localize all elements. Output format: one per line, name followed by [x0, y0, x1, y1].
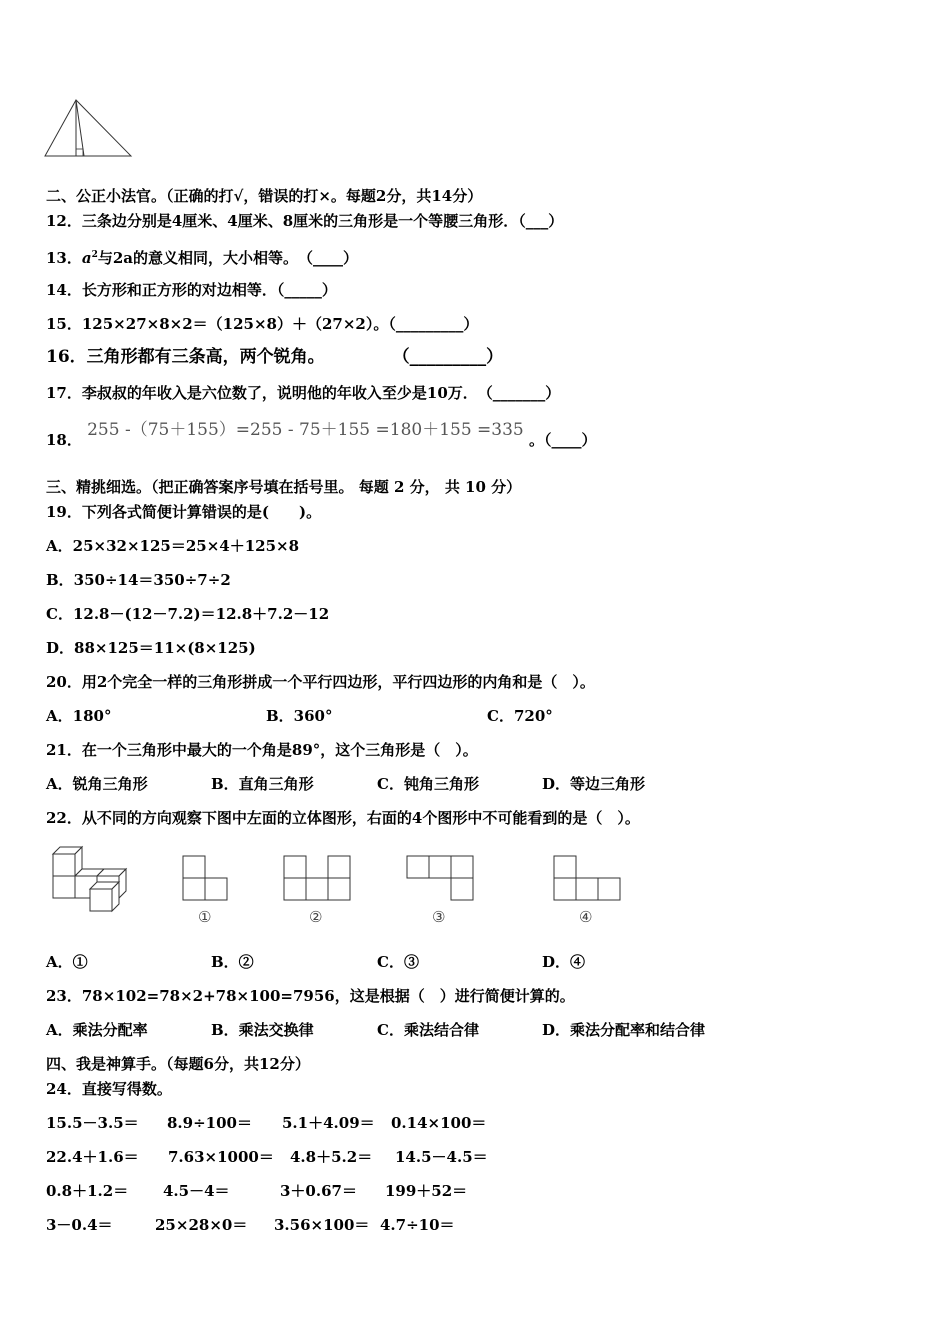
calc-item: 25×28×0＝ — [155, 1216, 248, 1234]
question-13-var: a — [81, 249, 92, 267]
calc-item: 0.14×100＝ — [391, 1114, 487, 1132]
calc-item: 199＋52＝ — [385, 1182, 468, 1200]
calc-item: 3－0.4＝ — [46, 1216, 113, 1234]
question-15: 15．125×27×8×2＝（125×8）＋（27×2）。（_________） — [46, 315, 479, 333]
calc-item: 4.8＋5.2＝ — [290, 1148, 373, 1166]
calc-item: 15.5－3.5＝ — [46, 1114, 139, 1132]
question-18 — [46, 420, 597, 449]
question-22-option-c: C．③ — [377, 953, 419, 971]
question-23-option-b: B．乘法交换律 — [211, 1021, 314, 1039]
question-18-num: 18． — [46, 431, 82, 449]
section-4-title: 四、我是神算手。（每题6分，共12分） — [46, 1055, 310, 1073]
calc-item: 0.8＋1.2＝ — [46, 1182, 129, 1200]
question-23-option-c: C．乘法结合律 — [377, 1021, 479, 1039]
question-13-rest: 与2a的意义相同，大小相等。 （____） — [97, 249, 359, 267]
question-19-option-b: B．350÷14＝350÷7÷2 — [46, 571, 231, 589]
question-18-expression: 255 -（75＋155）=255 - 75＋155 =180＋155 =335 — [87, 420, 524, 440]
calc-item: 4.7÷10＝ — [380, 1216, 455, 1234]
view-figure-4 — [553, 855, 623, 903]
calc-item: 3.56×100＝ — [274, 1216, 370, 1234]
question-20: 20．用2个完全一样的三角形拼成一个平行四边形，平行四边形的内角和是（ ）。 — [46, 673, 595, 691]
question-13-num: 13． — [46, 249, 82, 267]
question-24: 24．直接写得数。 — [46, 1080, 172, 1098]
question-23-option-d: D．乘法分配率和结合律 — [542, 1021, 706, 1039]
question-22-option-b: B．② — [211, 953, 254, 971]
question-20-option-b: B．360° — [266, 707, 333, 725]
question-18-blank: 。（____） — [528, 431, 597, 449]
calc-item: 3＋0.67＝ — [280, 1182, 357, 1200]
view-label-1: ① — [198, 908, 212, 926]
question-20-option-c: C．720° — [487, 707, 553, 725]
question-22-option-a: A．① — [46, 953, 88, 971]
section-3-title: 三、精挑细选。（把正确答案序号填在括号里。 每题 2 分， 共 10 分） — [46, 478, 522, 496]
question-21-option-c: C．钝角三角形 — [377, 775, 479, 793]
calc-item: 22.4＋1.6＝ — [46, 1148, 139, 1166]
view-label-4: ④ — [579, 908, 593, 926]
question-22: 22．从不同的方向观察下图中左面的立体图形，右面的4个图形中不可能看到的是（ ）。 — [46, 809, 640, 827]
question-23-option-a: A．乘法分配率 — [46, 1021, 148, 1039]
question-16: 16．三角形都有三条高，两个锐角。 （_________） — [46, 347, 504, 367]
triangle-figure — [44, 98, 134, 158]
calc-item: 7.63×1000＝ — [168, 1148, 274, 1166]
calc-item: 4.5－4＝ — [163, 1182, 230, 1200]
question-20-option-a: A．180° — [46, 707, 112, 725]
question-21-option-a: A．锐角三角形 — [46, 775, 148, 793]
question-17: 17．李叔叔的年收入是六位数了，说明他的年收入至少是10万． （_______） — [46, 384, 561, 402]
section-2-title: 二、公正小法官。（正确的打√，错误的打×。每题2分，共14分） — [46, 187, 483, 205]
view-figure-2 — [283, 855, 353, 903]
question-19-option-c: C．12.8－(12－7.2)＝12.8＋7.2－12 — [46, 605, 330, 623]
cube-solid-figure — [52, 845, 132, 915]
question-14: 14．长方形和正方形的对边相等．（_____） — [46, 281, 337, 299]
question-19-option-d: D．88×125＝11×(8×125) — [46, 639, 256, 657]
view-label-2: ② — [309, 908, 323, 926]
question-21: 21．在一个三角形中最大的一个角是89°，这个三角形是（ ）。 — [46, 741, 478, 759]
question-12: 12．三条边分别是4厘米、4厘米、8厘米的三角形是一个等腰三角形．（___） — [46, 212, 564, 230]
view-label-3: ③ — [432, 908, 446, 926]
question-22-option-d: D．④ — [542, 953, 586, 971]
question-21-option-d: D．等边三角形 — [542, 775, 646, 793]
question-13-exponent: 2 — [91, 250, 98, 260]
question-13 — [46, 245, 358, 268]
question-19-option-a: A．25×32×125＝25×4＋125×8 — [46, 537, 300, 555]
question-19: 19．下列各式简便计算错误的是( )。 — [46, 503, 322, 521]
calc-item: 5.1＋4.09＝ — [282, 1114, 375, 1132]
question-23: 23．78×102=78×2+78×100=7956，这是根据（ ）进行简便计算的。 — [46, 987, 575, 1005]
question-21-option-b: B．直角三角形 — [211, 775, 314, 793]
view-figure-1 — [182, 855, 230, 903]
calc-item: 8.9÷100＝ — [167, 1114, 252, 1132]
calc-item: 14.5－4.5＝ — [395, 1148, 488, 1166]
view-figure-3 — [406, 855, 476, 903]
